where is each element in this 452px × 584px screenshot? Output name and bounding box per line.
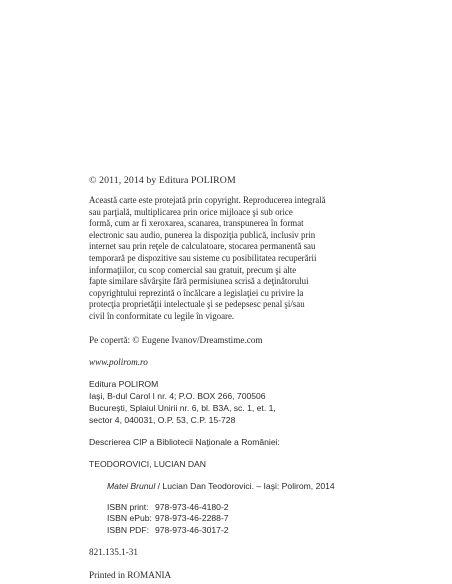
notice-line: sau parţială, multiplicarea prin orice mijloace şi sub orice [89,206,293,217]
isbn-row [107,525,379,537]
publisher-block [89,378,379,426]
copyright-page [89,175,379,581]
copyright-line: © 2011, 2014 by Editura POLIROM [89,175,236,186]
isbn-row [107,513,379,525]
notice-line: copyrightului reprezintă o încălcare a legislaţiei cu privire la [89,287,304,298]
notice-line: formă, cum ar fi xeroxarea, scanarea, transpunerea în format [89,218,304,229]
notice-line: temporară pe dispozitive sau sisteme cu posibilitatea recuperării [89,252,317,263]
cip-record-details: / Lucian Dan Teodorovici. – Iaşi: Polirom, 2014 [155,480,335,491]
isbn-label: ISBN PDF: [107,524,150,535]
cip-heading: Descrierea CIP a Bibliotecii Naţionale a României: [89,436,280,447]
isbn-value: 978-973-46-3017-2 [155,524,229,535]
notice-line: Această carte este protejată prin copyright. Reproducerea integrală [89,195,326,205]
notice-line: fapte similare săvârşite fără permisiunea scrisă a deţinătorului [89,276,309,287]
publisher-website: www.polirom.ro [89,356,148,367]
isbn-value: 978-973-46-2288-7 [155,513,229,524]
classification-code: 821.135.1-31 [89,547,138,558]
notice-line: informaţiilor, cu scop comercial sau gratuit, precum şi alte [89,264,297,275]
isbn-row [107,502,379,514]
cover-credit: Pe copertă: © Eugene Ivanov/Dreamstime.com [89,334,263,345]
isbn-label: ISBN ePub: [107,513,152,524]
publisher-address-line: sector 4, 040031, O.P. 53, C.P. 15-728 [89,414,236,425]
cip-book-title: Matei Brunul [107,480,156,491]
cip-record [89,480,377,492]
notice-line: protecţia proprietăţii intelectuale şi se pedepsesc penal şi/sau [89,299,305,310]
notice-line: internet sau prin reţele de calculatoare, stocarea permanentă sau [89,241,316,252]
publisher-name: Editura POLIROM [89,378,159,389]
copyright-notice [89,195,379,323]
notice-line: electronic sau audio, punerea la dispoziţia publică, inclusiv prin [89,229,316,240]
cip-block [89,436,379,492]
publisher-address-line: Bucureşti, Splaiul Unirii nr. 6, bl. B3A, sc. 1, et. 1, [89,402,276,413]
isbn-value: 978-973-46-4180-2 [155,501,229,512]
publisher-address-line: Iaşi, B-dul Carol I nr. 4; P.O. BOX 266, 700506 [89,390,266,401]
printed-in: Printed in ROMANIA [89,570,172,581]
notice-line: civil în conformitate cu legile în vigoare. [89,310,235,321]
isbn-label: ISBN print: [107,501,149,512]
cip-author: TEODOROVICI, LUCIAN DAN [89,458,206,469]
isbn-list [89,502,379,537]
